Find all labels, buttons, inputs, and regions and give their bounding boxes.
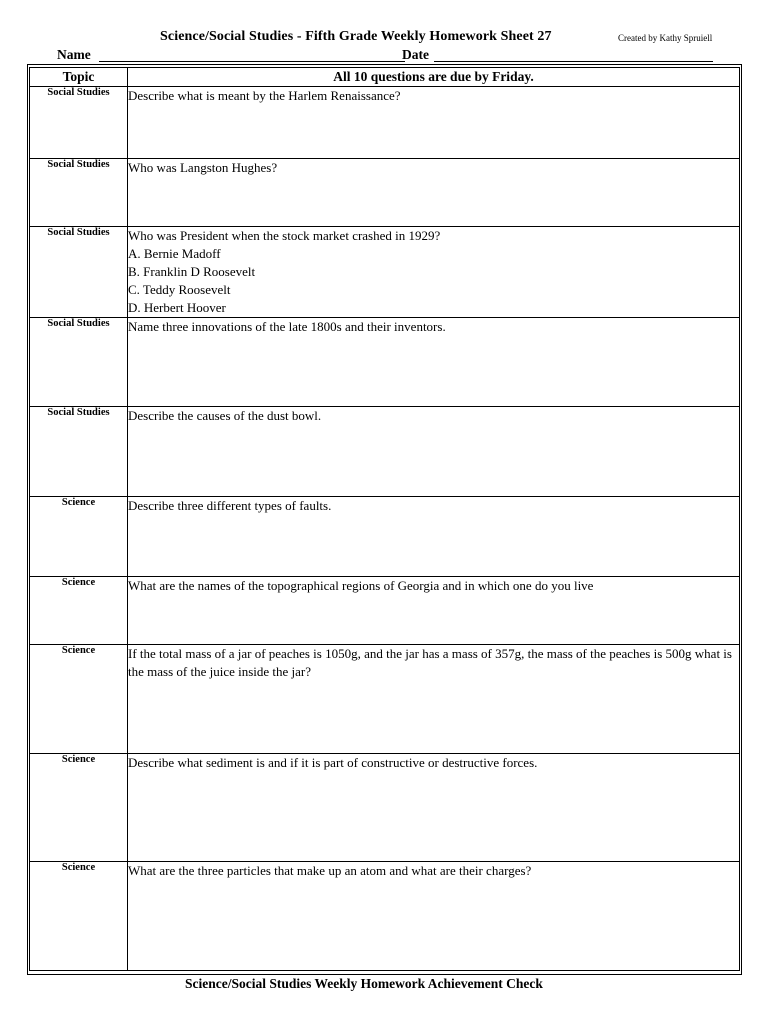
name-underline — [99, 61, 405, 62]
homework-table — [29, 67, 740, 971]
question-text: If the total mass of a jar of peaches is 1050g, and the jar has a mass of 357g, the mass of the peaches is 500g what is the mass of the juice inside the jar? — [128, 646, 732, 679]
instructions-header: All 10 questions are due by Friday. — [128, 68, 740, 87]
name-label: Name — [57, 47, 91, 62]
question-cell[interactable] — [128, 754, 740, 862]
question-text: What are the three particles that make up an atom and what are their charges? — [128, 863, 532, 878]
question-cell[interactable] — [128, 862, 740, 971]
table-row — [30, 577, 740, 645]
answer-option-b: B. Franklin D Roosevelt — [128, 264, 256, 279]
question-text: Who was President when the stock market crashed in 1929? — [128, 228, 441, 243]
topic-cell: Social Studies — [30, 227, 128, 318]
topic-cell: Science — [30, 497, 128, 577]
question-text: Describe three different types of faults. — [128, 498, 332, 513]
author-credit: Created by Kathy Spruiell — [618, 33, 713, 43]
question-cell[interactable] — [128, 87, 740, 159]
topic-cell: Social Studies — [30, 318, 128, 407]
table-row — [30, 862, 740, 971]
table-row — [30, 227, 740, 318]
topic-cell: Science — [30, 645, 128, 754]
table-header-row — [30, 68, 740, 87]
table-row — [30, 318, 740, 407]
topic-cell: Social Studies — [30, 407, 128, 497]
answer-option-d: D. Herbert Hoover — [128, 300, 226, 315]
topic-cell: Social Studies — [30, 159, 128, 227]
question-text: Who was Langston Hughes? — [128, 160, 278, 175]
question-text: Name three innovations of the late 1800s and their inventors. — [128, 319, 446, 334]
date-field[interactable] — [402, 47, 429, 63]
question-cell[interactable] — [128, 227, 740, 318]
topic-cell: Social Studies — [30, 87, 128, 159]
question-cell[interactable] — [128, 497, 740, 577]
answer-option-c: C. Teddy Roosevelt — [128, 282, 231, 297]
table-row — [30, 407, 740, 497]
table-row — [30, 645, 740, 754]
question-text: Describe what sediment is and if it is part of constructive or destructive forces. — [128, 755, 538, 770]
table-row — [30, 497, 740, 577]
table-row — [30, 754, 740, 862]
question-cell[interactable] — [128, 645, 740, 754]
question-cell[interactable] — [128, 159, 740, 227]
topic-cell: Science — [30, 754, 128, 862]
question-cell[interactable] — [128, 577, 740, 645]
date-label: Date — [402, 47, 429, 62]
question-cell[interactable] — [128, 318, 740, 407]
question-text: What are the names of the topographical regions of Georgia and in which one do you live — [128, 578, 594, 593]
table-row — [30, 87, 740, 159]
page-title: Science/Social Studies - Fifth Grade Weekly Homework Sheet 27 — [160, 29, 552, 44]
date-underline — [434, 61, 713, 62]
table-row — [30, 159, 740, 227]
topic-column-header: Topic — [30, 68, 128, 87]
name-field[interactable] — [57, 47, 91, 63]
question-text: Describe what is meant by the Harlem Renaissance? — [128, 88, 401, 103]
question-text: Describe the causes of the dust bowl. — [128, 408, 322, 423]
answer-option-a: A. Bernie Madoff — [128, 246, 221, 261]
topic-cell: Science — [30, 862, 128, 971]
footer-caption: Science/Social Studies Weekly Homework Achievement Check — [185, 976, 543, 991]
question-cell[interactable] — [128, 407, 740, 497]
topic-cell: Science — [30, 577, 128, 645]
